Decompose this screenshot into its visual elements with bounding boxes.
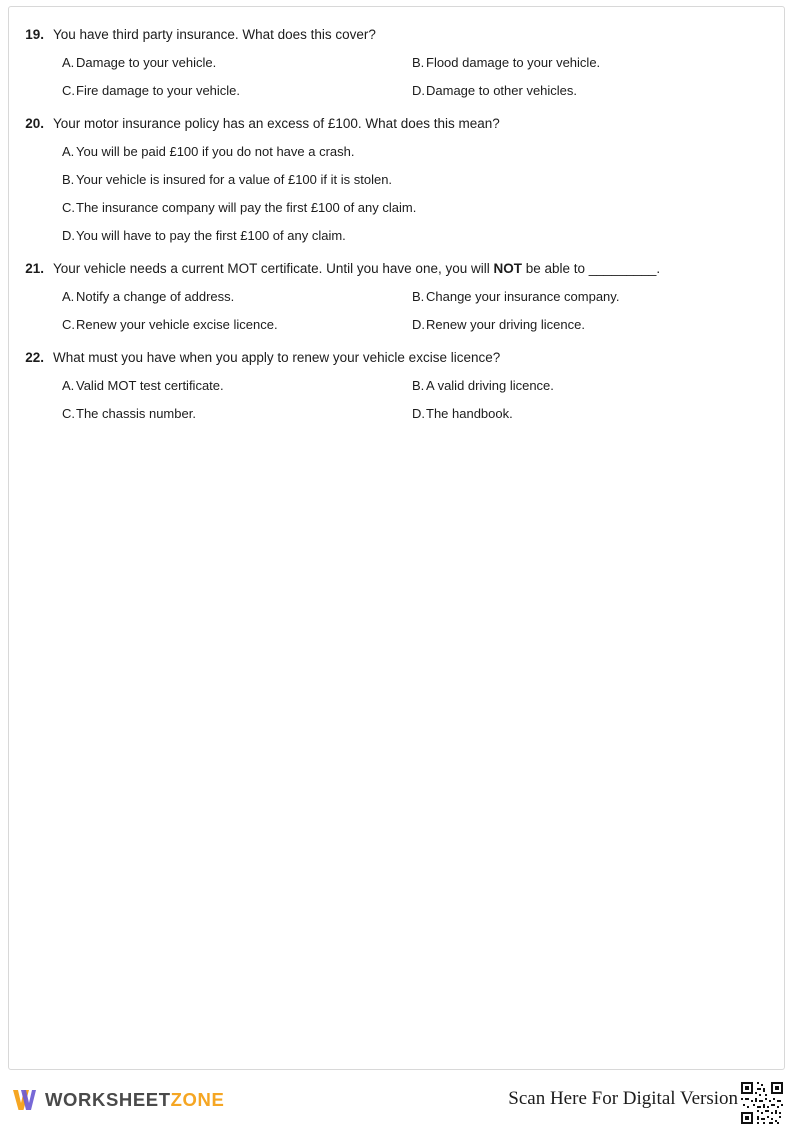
- option-d[interactable]: [412, 316, 762, 334]
- question-header: [23, 25, 762, 45]
- option-letter: D.: [62, 228, 75, 243]
- option-label: Renew your vehicle excise licence.: [76, 317, 278, 332]
- option-letter: D.: [412, 83, 425, 98]
- page-footer: [0, 1078, 793, 1122]
- question-number: 20.: [25, 116, 44, 131]
- option-c[interactable]: [62, 405, 412, 423]
- question-item: [23, 25, 762, 100]
- option-letter: A.: [62, 289, 75, 304]
- brand-word-zone: ZONE: [170, 1088, 225, 1110]
- question-text-after: be able to _________.: [521, 261, 661, 276]
- brand-word-worksheet: WORKSHEET: [45, 1088, 171, 1110]
- qr-code-icon[interactable]: [739, 1080, 785, 1126]
- option-b[interactable]: [412, 377, 762, 395]
- option-letter: A.: [62, 144, 75, 159]
- option-row: [62, 288, 762, 306]
- option-row: [62, 82, 762, 100]
- option-row: [62, 143, 762, 161]
- option-label: Notify a change of address.: [76, 289, 235, 304]
- option-label: Change your insurance company.: [426, 289, 620, 304]
- option-c[interactable]: [62, 199, 762, 217]
- options-group: [23, 54, 762, 100]
- question-text: You have third party insurance. What does this cover?: [53, 27, 376, 42]
- option-letter: D.: [412, 406, 425, 421]
- question-header: [23, 259, 762, 279]
- option-label: You will be paid £100 if you do not have a crash.: [76, 144, 355, 159]
- option-letter: C.: [62, 317, 75, 332]
- option-label: Renew your driving licence.: [426, 317, 585, 332]
- option-b[interactable]: [62, 171, 762, 189]
- option-d[interactable]: [412, 405, 762, 423]
- option-label: Fire damage to your vehicle.: [76, 83, 241, 98]
- option-b[interactable]: [412, 288, 762, 306]
- option-row: [62, 377, 762, 395]
- option-b[interactable]: [412, 54, 762, 72]
- option-letter: B.: [412, 289, 425, 304]
- options-group: [23, 377, 762, 423]
- option-label: Your vehicle is insured for a value of £100 if it is stolen.: [76, 172, 393, 187]
- option-label: The insurance company will pay the first £100 of any claim.: [76, 200, 417, 215]
- option-row: [62, 227, 762, 245]
- option-letter: C.: [62, 200, 75, 215]
- question-header: [23, 114, 762, 134]
- option-label: A valid driving licence.: [426, 378, 554, 393]
- scan-instruction-text: Scan Here For Digital Version: [508, 1088, 738, 1109]
- questions-list: [9, 7, 784, 423]
- option-letter: B.: [62, 172, 75, 187]
- question-item: [23, 114, 762, 245]
- question-item: [23, 259, 762, 334]
- option-d[interactable]: [412, 82, 762, 100]
- worksheet-page: [8, 6, 785, 1070]
- options-group: [23, 143, 762, 245]
- option-a[interactable]: [62, 143, 762, 161]
- question-text-before: Your vehicle needs a current MOT certificate. Until you have one, you will: [53, 261, 494, 276]
- option-label: Damage to other vehicles.: [426, 83, 578, 98]
- option-c[interactable]: [62, 316, 412, 334]
- question-text-emphasis: NOT: [493, 261, 522, 276]
- option-letter: C.: [62, 83, 75, 98]
- option-letter: A.: [62, 55, 75, 70]
- option-letter: C.: [62, 406, 75, 421]
- option-label: Valid MOT test certificate.: [76, 378, 224, 393]
- option-letter: B.: [412, 378, 425, 393]
- option-row: [62, 405, 762, 423]
- option-a[interactable]: [62, 377, 412, 395]
- option-row: [62, 316, 762, 334]
- option-label: The handbook.: [426, 406, 513, 421]
- question-item: [23, 348, 762, 423]
- brand-logo[interactable]: [10, 1086, 224, 1113]
- question-text: What must you have when you apply to renew your vehicle excise licence?: [53, 350, 501, 365]
- option-c[interactable]: [62, 82, 412, 100]
- option-label: Flood damage to your vehicle.: [426, 55, 601, 70]
- option-row: [62, 54, 762, 72]
- option-letter: B.: [412, 55, 425, 70]
- option-label: Damage to your vehicle.: [76, 55, 217, 70]
- option-label: You will have to pay the first £100 of any claim.: [76, 228, 346, 243]
- question-number: 19.: [25, 27, 44, 42]
- option-a[interactable]: [62, 288, 412, 306]
- question-header: [23, 348, 762, 368]
- option-row: [62, 199, 762, 217]
- option-a[interactable]: [62, 54, 412, 72]
- question-text: Your motor insurance policy has an excess of £100. What does this mean?: [53, 116, 500, 131]
- option-label: The chassis number.: [76, 406, 196, 421]
- question-number: 21.: [25, 261, 44, 276]
- question-number: 22.: [25, 350, 44, 365]
- worksheet-zone-logo-icon: [10, 1086, 37, 1113]
- options-group: [23, 288, 762, 334]
- option-d[interactable]: [62, 227, 762, 245]
- option-row: [62, 171, 762, 189]
- option-letter: D.: [412, 317, 425, 332]
- question-text: [53, 259, 660, 279]
- brand-text: [45, 1089, 224, 1111]
- option-letter: A.: [62, 378, 75, 393]
